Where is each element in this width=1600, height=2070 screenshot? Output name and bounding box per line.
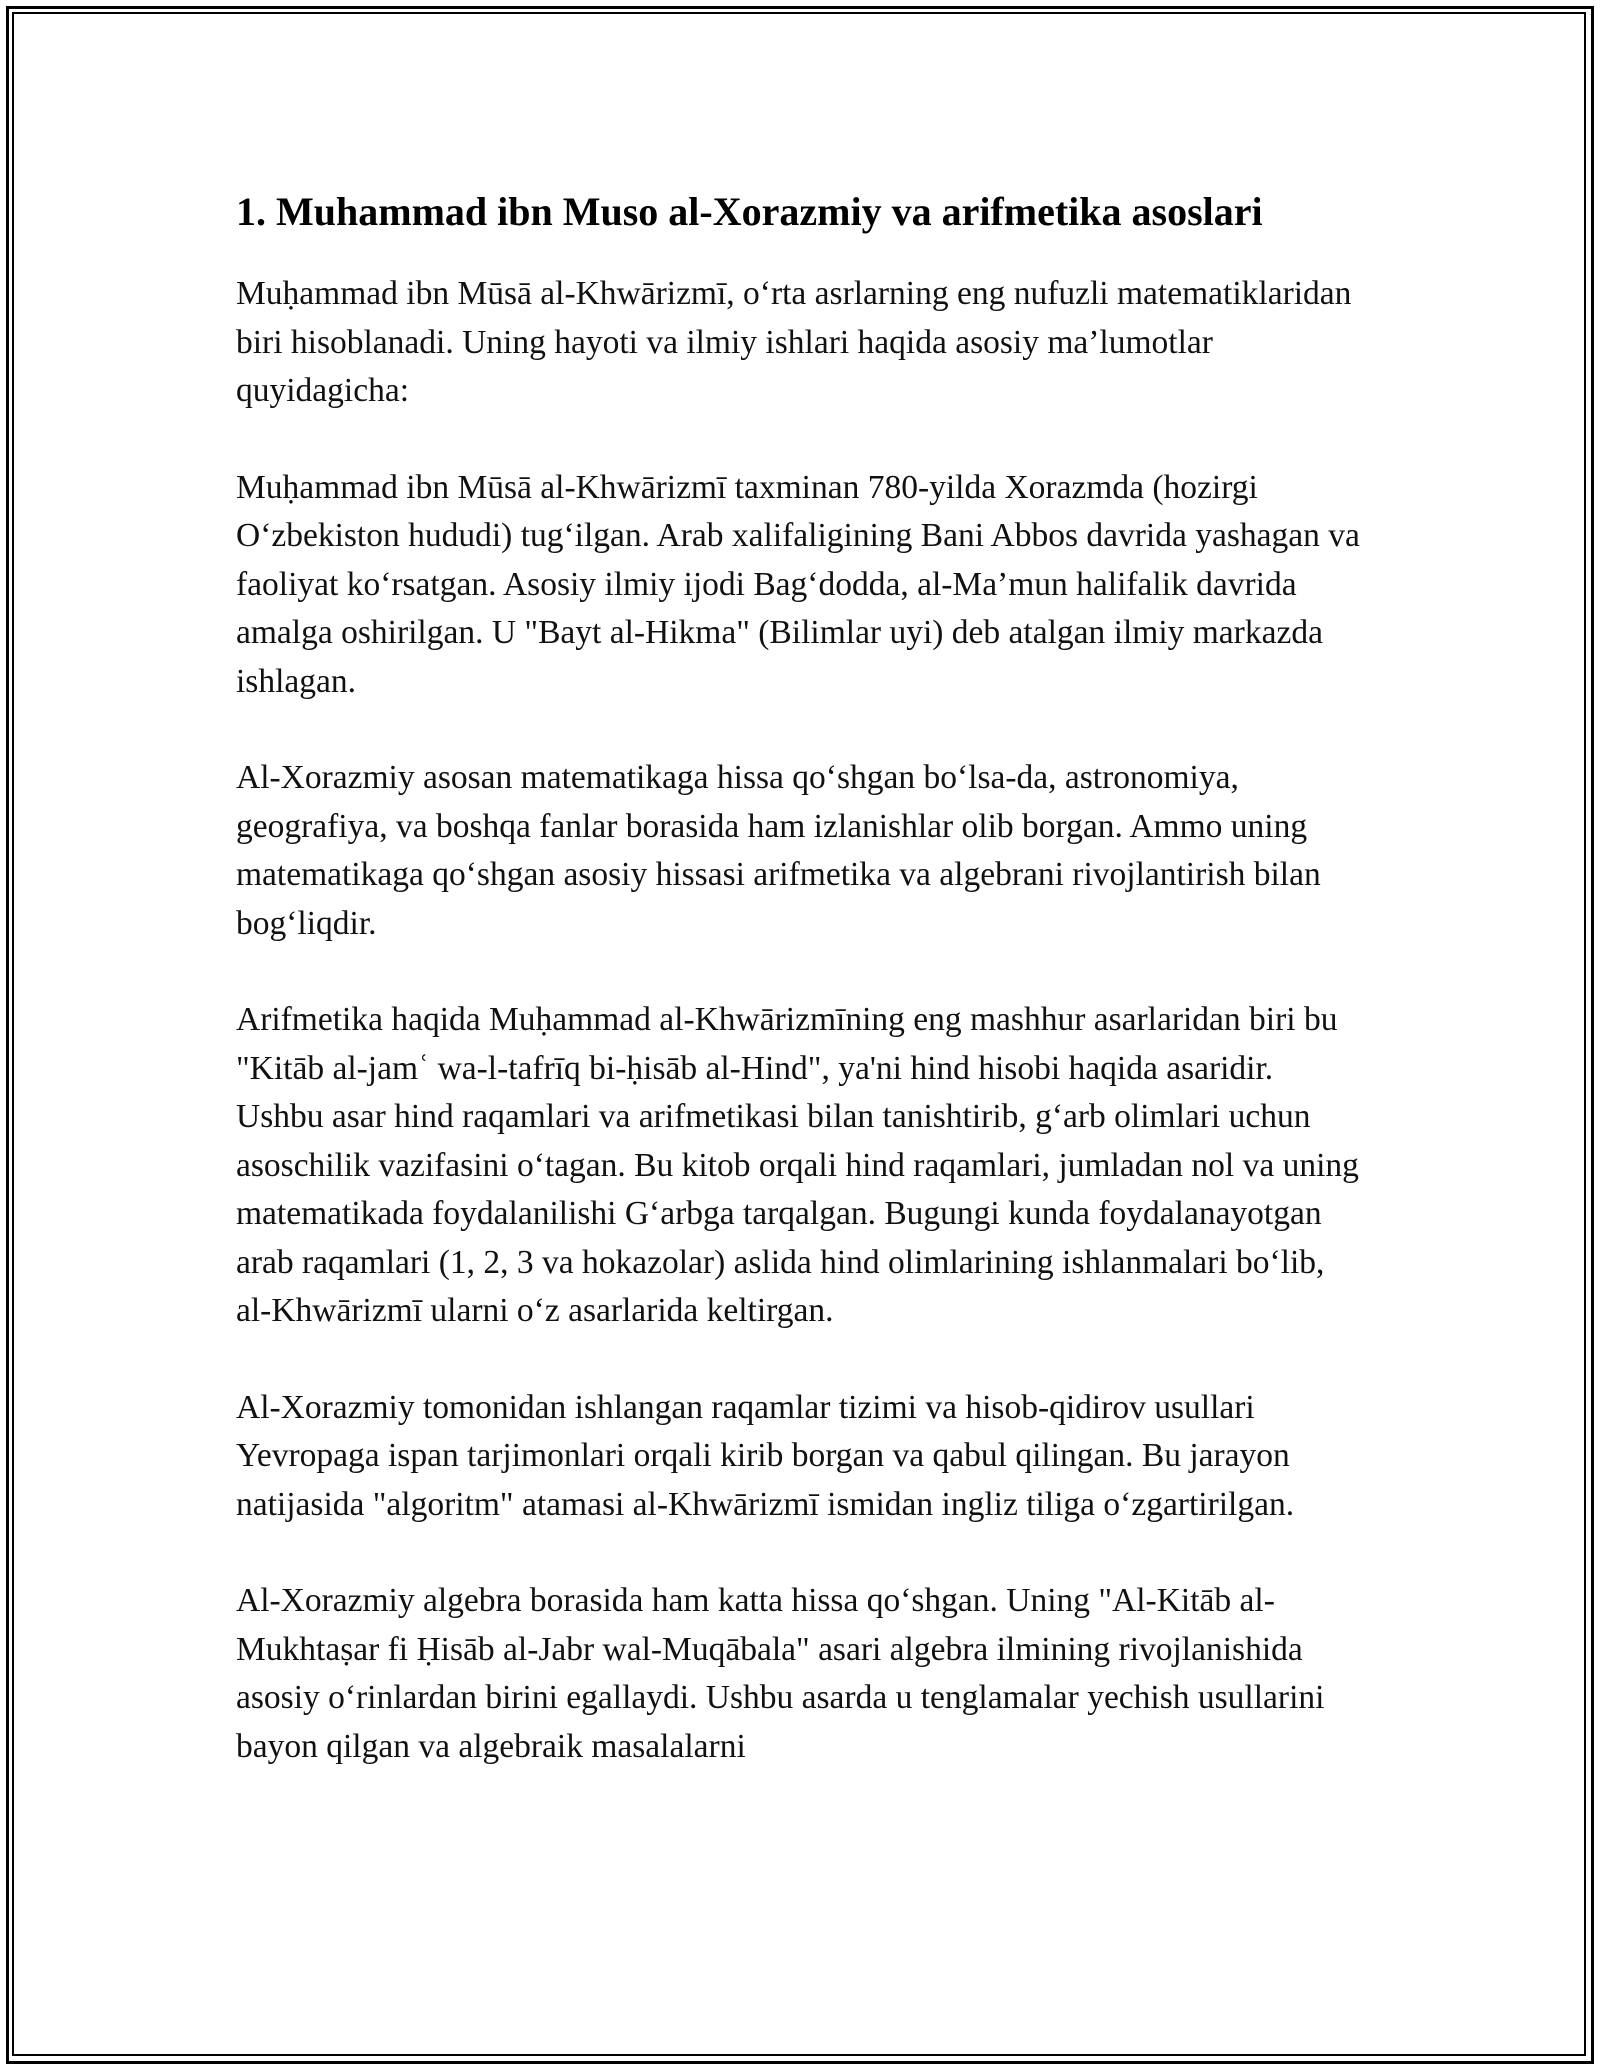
paragraph-intro: Muḥammad ibn Mūsā al-Khwārizmī, o‘rta asrlarning eng nufuzli matematiklaridan biri hisoblanadi. Uning hayoti va ilmiy ishlari haqida asosiy ma’lumotlar quyidagicha:	[236, 275, 1352, 409]
paragraph-algebra: Al-Xorazmiy algebra borasida ham katta hissa qo‘shgan. Uning "Al-Kitāb al-Mukhtaṣar fi Ḥisāb al-Jabr wal-Muqābala" asari algebra ilmining rivojlanishida asosiy o‘rinlardan birini egallaydi. Ushbu asarda u tenglamalar yechish usullarini bayon qilgan va algebraik masalalarni	[236, 1582, 1325, 1765]
paragraph-fields: Al-Xorazmiy asosan matematikaga hissa qo‘shgan bo‘lsa-da, astronomiya, geografiya, va boshqa fanlar borasida ham izlanishlar olib borgan. Ammo uning matematikaga qo‘shgan asosiy hissasi arifmetika va algebrani rivojlantirish bilan bog‘liqdir.	[236, 759, 1321, 942]
document-body	[236, 188, 1366, 1819]
page-title: 1. Muhammad ibn Muso al-Xorazmiy va arifmetika asoslari	[236, 189, 1263, 234]
paragraph-biography: Muḥammad ibn Mūsā al-Khwārizmī taxminan 780-yilda Xorazmda (hozirgi O‘zbekiston hududi) tug‘ilgan. Arab xalifaligining Bani Abbos davrida yashagan va faoliyat ko‘rsatgan. Asosiy ilmiy ijodi Bag‘dodda, al-Ma’mun halifalik davrida amalga oshirilgan. U "Bayt al-Hikma" (Bilimlar uyi) deb atalgan ilmiy markazda ishlagan.	[236, 468, 1360, 700]
paragraph-arithmetic: Arifmetika haqida Muḥammad al-Khwārizmīning eng mashhur asarlaridan biri bu "Kitāb al-jamʿ wa-l-tafrīq bi-ḥisāb al-Hind", ya'ni hind hisobi haqida asaridir. Ushbu asar hind raqamlari va arifmetikasi bilan tanishtirib, g‘arb olimlari uchun asoschilik vazifasini o‘tagan. Bu kitob orqali hind raqamlari, jumladan nol va uning matematikada foydalanilishi G‘arbga tarqalgan. Bugungi kunda foydalanayotgan arab raqamlari (1, 2, 3 va hokazolar) aslida hind olimlarining ishlanmalari bo‘lib, al-Khwārizmī ularni o‘z asarlarida keltirgan.	[236, 1001, 1359, 1329]
paragraph-algorithm: Al-Xorazmiy tomonidan ishlangan raqamlar tizimi va hisob-qidirov usullari Yevropaga ispan tarjimonlari orqali kirib borgan va qabul qilingan. Bu jarayon natijasida "algoritm" atamasi al-Khwārizmī ismidan ingliz tiliga o‘zgartirilgan.	[236, 1388, 1295, 1523]
